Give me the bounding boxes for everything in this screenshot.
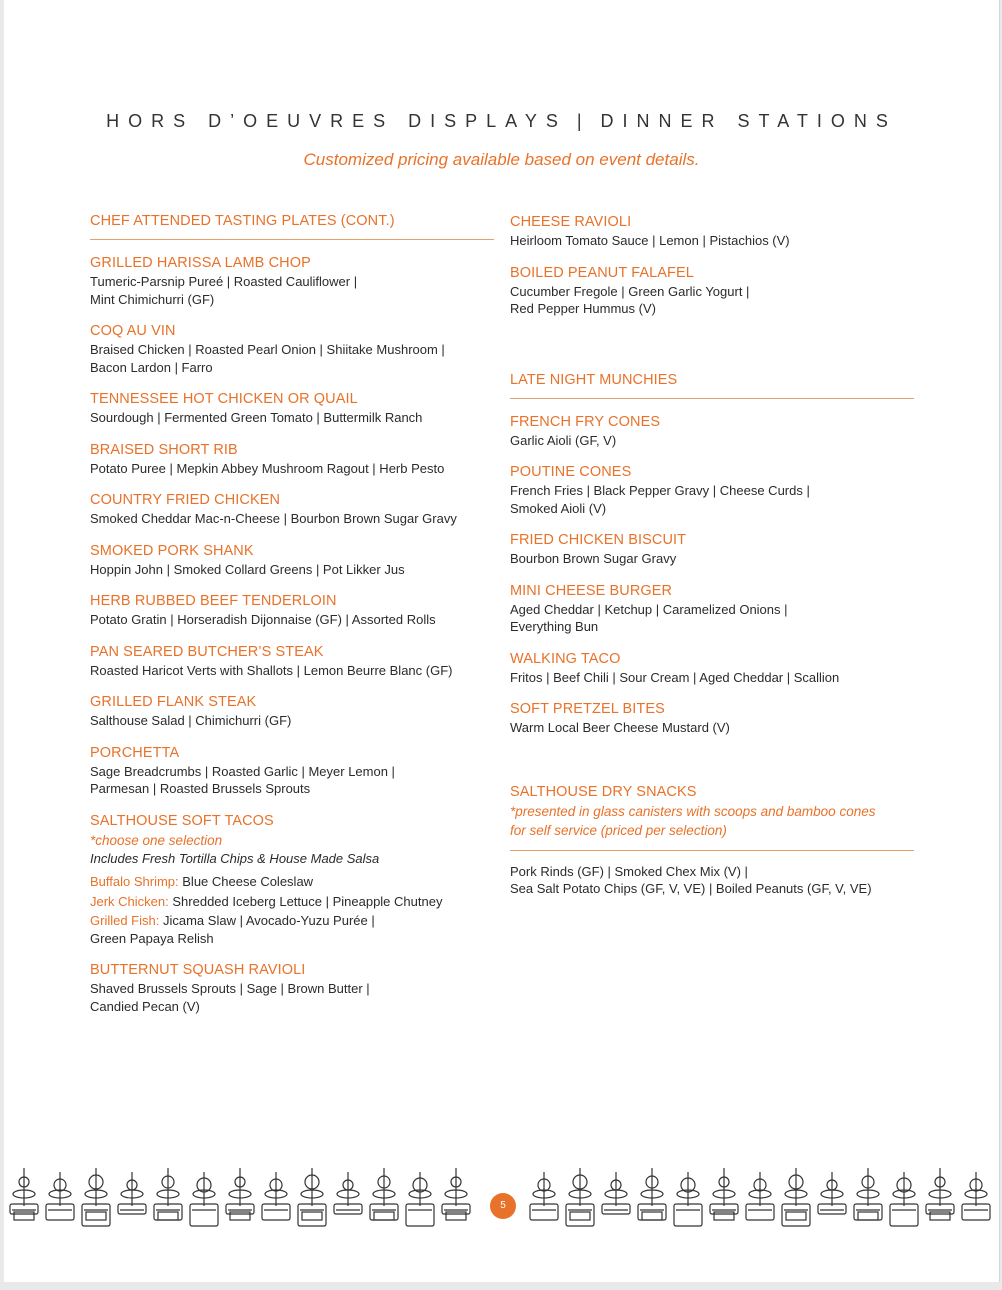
title-separator: | (576, 111, 591, 131)
skewer-sketch-stroke (530, 1204, 558, 1220)
skewer-sketch-stroke (446, 1212, 466, 1220)
skewer-sketch-stroke (642, 1212, 662, 1220)
item-desc: Aged Cheddar | Ketchup | Caramelized Onions | (510, 601, 788, 617)
spacer (510, 332, 914, 372)
title-left: HORS D’OEUVRES DISPLAYS (106, 111, 567, 131)
taco-option (90, 892, 494, 912)
skewer-sketch-stroke (190, 1204, 218, 1226)
menu-item (90, 592, 494, 629)
skewer-sketch-stroke (930, 1212, 950, 1220)
skewer-sketch-stroke (86, 1212, 106, 1220)
item-title: WALKING TACO (510, 650, 621, 667)
item-desc: Sea Salt Potato Chips (GF, V, VE) | Boiled Peanuts (GF, V, VE) (510, 881, 872, 896)
page-title (4, 111, 999, 132)
taco-option (90, 912, 494, 930)
menu-item (90, 322, 494, 376)
item-desc: Mint Chimichurri (GF) (90, 291, 215, 307)
item-title: FRENCH FRY CONES (510, 413, 661, 430)
item-title: COQ AU VIN (90, 323, 176, 339)
right-column (510, 213, 914, 898)
menu-item (510, 264, 914, 318)
skewer-sketch-stroke (786, 1212, 806, 1220)
skewer-sketch-stroke (302, 1212, 322, 1220)
title-right: DINNER STATIONS (600, 111, 897, 131)
item-title: FRIED CHICKEN BISCUIT (510, 532, 687, 548)
skewer-sketch-stroke (746, 1204, 774, 1220)
menu-item (90, 961, 494, 1015)
item-title: PAN SEARED BUTCHER’S STEAK (90, 643, 324, 660)
skewer-sketch-stroke (230, 1212, 250, 1220)
skewer-sketch-stroke (158, 1212, 178, 1220)
menu-item (510, 650, 914, 687)
item-desc: Bacon Lardon | Farro (90, 359, 213, 375)
item-desc: Salthouse Salad | Chimichurri (GF) (90, 713, 292, 728)
item-title: TENNESSEE HOT CHICKEN OR QUAIL (90, 391, 358, 407)
taco-option-label: Jerk Chicken: (90, 893, 169, 909)
item-desc: Bourbon Brown Sugar Gravy (510, 551, 677, 566)
item-desc: Potato Gratin | Horseradish Dijonnaise (GF) | Assorted Rolls (90, 612, 436, 627)
skewer-sketch-stroke (570, 1212, 590, 1220)
item-title: BOILED PEANUT FALAFEL (510, 264, 694, 281)
item-desc: Hoppin John | Smoked Collard Greens | Pot Likker Jus (90, 561, 405, 577)
item-title: SOFT PRETZEL BITES (510, 701, 665, 717)
pricing-subtitle: Customized pricing available based on event details. (303, 150, 700, 169)
skewer-sketch-stroke (262, 1204, 290, 1220)
menu-item (90, 693, 494, 730)
skewer-sketch-stroke (374, 1212, 394, 1220)
item-desc: Roasted Haricot Verts with Shallots | Lemon Beurre Blanc (GF) (90, 662, 453, 678)
item-desc: Everything Bun (510, 619, 599, 634)
item-desc: Braised Chicken | Roasted Pearl Onion | Shiitake Mushroom | (90, 342, 445, 357)
skewer-sketch-stroke (14, 1212, 34, 1220)
item-title: BUTTERNUT SQUASH RAVIOLI (90, 962, 306, 978)
menu-item (90, 390, 494, 427)
dry-snacks-block (510, 783, 914, 898)
item-title: MINI CHEESE BURGER (510, 582, 673, 599)
taco-option-text-cont: Green Papaya Relish (90, 930, 214, 946)
page-number-badge: 5 (490, 1193, 516, 1219)
taco-note: *choose one selection (90, 832, 223, 848)
menu-item (90, 643, 494, 680)
item-title: BRAISED SHORT RIB (90, 441, 238, 458)
item-desc: Heirloom Tomato Sauce | Lemon | Pistachios (V) (510, 233, 790, 248)
item-desc: Warm Local Beer Cheese Mustard (V) (510, 720, 730, 735)
skewer-sketch-stroke (962, 1204, 990, 1220)
menu-item (510, 413, 914, 450)
menu-item (90, 744, 494, 798)
spacer (510, 751, 914, 783)
menu-page (3, 0, 1000, 1282)
item-desc: Garlic Aioli (GF, V) (510, 432, 617, 448)
item-desc: Tumeric-Parsnip Pureé | Roasted Cauliflower | (90, 274, 358, 289)
taco-includes: Includes Fresh Tortilla Chips & House Made Salsa (90, 850, 380, 866)
taco-option-text: Blue Cheese Coleslaw (182, 873, 314, 889)
item-title: POUTINE CONES (510, 464, 632, 480)
item-desc: Cucumber Fregole | Green Garlic Yogurt | (510, 283, 750, 299)
taco-option-text: Jicama Slaw | Avocado-Yuzu Purée | (162, 912, 375, 928)
taco-option (90, 872, 494, 892)
menu-item (510, 531, 914, 568)
item-desc: Smoked Cheddar Mac-n-Cheese | Bourbon Brown Sugar Gravy (90, 511, 457, 526)
skewer-sketch-stroke (858, 1212, 878, 1220)
item-desc: Shaved Brussels Sprouts | Sage | Brown Butter | (90, 981, 370, 996)
menu-item (90, 254, 494, 308)
menu-item (90, 491, 494, 528)
skewer-sketch-stroke (890, 1204, 918, 1226)
taco-option-label: Grilled Fish: (90, 912, 160, 928)
skewer-sketch-stroke (406, 1204, 434, 1226)
skewer-sketch-stroke (674, 1204, 702, 1226)
item-desc: Sourdough | Fermented Green Tomato | Buttermilk Ranch (90, 410, 423, 425)
item-title: SMOKED PORK SHANK (90, 542, 254, 559)
item-desc: Sage Breadcrumbs | Roasted Garlic | Meyer Lemon | (90, 763, 395, 779)
menu-item (90, 542, 494, 579)
item-desc: French Fries | Black Pepper Gravy | Cheese Curds | (510, 483, 810, 498)
menu-item (510, 463, 914, 517)
item-title: HERB RUBBED BEEF TENDERLOIN (90, 593, 337, 609)
snacks-note: for self service (priced per selection) (510, 821, 914, 851)
skewer-sketch-stroke (46, 1204, 74, 1220)
item-desc: Candied Pecan (V) (90, 998, 200, 1014)
item-desc: Parmesan | Roasted Brussels Sprouts (90, 781, 311, 796)
item-title: PORCHETTA (90, 744, 180, 761)
item-desc: Red Pepper Hummus (V) (510, 301, 656, 316)
menu-item (90, 441, 494, 478)
taco-option-text: Shredded Iceberg Lettuce | Pineapple Chutney (172, 893, 443, 909)
taco-option-label: Buffalo Shrimp: (90, 873, 179, 889)
item-desc: Pork Rinds (GF) | Smoked Chex Mix (V) | (510, 863, 748, 879)
menu-item-tacos (90, 812, 494, 948)
menu-item (510, 700, 914, 737)
item-title: GRILLED FLANK STEAK (90, 694, 257, 710)
section-heading-dry-snacks: SALTHOUSE DRY SNACKS (510, 783, 697, 800)
item-title: CHEESE RAVIOLI (510, 214, 632, 230)
item-desc: Fritos | Beef Chili | Sour Cream | Aged Cheddar | Scallion (510, 669, 840, 685)
menu-item (510, 213, 914, 250)
skewer-sketch-stroke (714, 1212, 734, 1220)
menu-item (510, 582, 914, 636)
item-desc: Smoked Aioli (V) (510, 500, 607, 516)
item-desc: Potato Puree | Mepkin Abbey Mushroom Ragout | Herb Pesto (90, 460, 445, 476)
item-title: GRILLED HARISSA LAMB CHOP (90, 255, 311, 271)
item-title: SALTHOUSE SOFT TACOS (90, 812, 274, 829)
section-heading-late-night: LATE NIGHT MUNCHIES (510, 372, 914, 399)
item-title: COUNTRY FRIED CHICKEN (90, 492, 281, 508)
snacks-note: *presented in glass canisters with scoops and bamboo cones (510, 803, 876, 819)
left-column (90, 213, 494, 1029)
section-heading-tasting-plates: CHEF ATTENDED TASTING PLATES (CONT.) (90, 213, 494, 240)
